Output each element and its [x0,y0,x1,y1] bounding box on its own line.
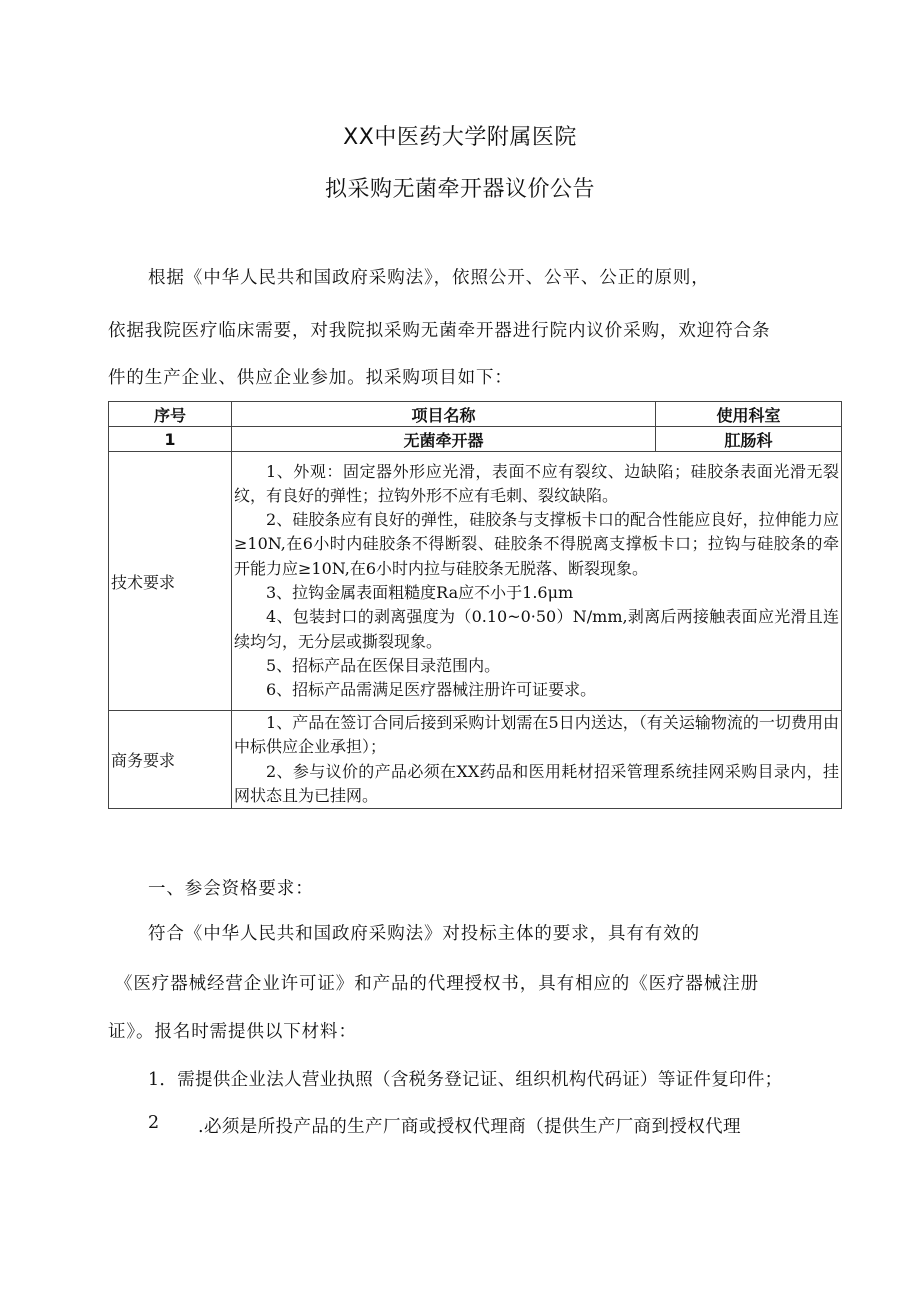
page-title: XX中医药大学附属医院 [343,125,577,150]
tech-req-1: 1、外观：固定器外形应光滑，表面不应有裂纹、边缺陷；硅胶条表面光滑无裂纹，有良好的弹性；拉钩外形不应有毛刺、裂纹缺陷。 [234,461,839,505]
intro-line-1: 根据《中华人民共和国政府采购法》，依照公开、公平、公正的原则， [148,268,710,288]
intro-line-2: 依据我院医疗临床需要，对我院拟采购无菌牵开器进行院内议价采购，欢迎符合条 [108,321,771,341]
row-seq: 1 [109,427,232,452]
tech-req-6: 6、招标产品需满足医疗器械注册许可证要求。 [266,680,597,700]
page-subtitle: 拟采购无菌牵开器议价公告 [324,177,595,202]
header-department: 使用科室 [656,402,842,427]
table-row [109,427,842,452]
row-item-name: 无菌牵开器 [232,427,656,452]
qualification-line-1: 符合《中华人民共和国政府采购法》对投标主体的要求，具有有效的 [148,924,700,944]
tech-req-3: 3、拉钩金属表面粗糙度Ra应不小于1.6μm [266,583,574,602]
tech-req-4: 4、包装封口的剥离强度为（0.10~0·50）N/mm,剥离后两接触表面应光滑且连续均匀，无分层或撕裂现象。 [234,607,839,651]
business-requirements-content [232,711,842,809]
table-header-row [109,402,842,427]
qualification-heading: 一、参会资格要求： [148,879,314,899]
business-requirements-label: 商务要求 [109,711,232,809]
tech-requirements-row [109,452,842,711]
tech-req-2: 2、硅胶条应有良好的弹性，硅胶条与支撑板卡口的配合性能应良好，拉伸能力应≥10N,在6小时内硅胶条不得断裂、硅胶条不得脱离支撑板卡口；拉钩与硅胶条的牵开能力应≥10N,在6小时内拉与硅胶条无脱落、断裂现象。 [234,510,839,578]
tech-requirements-label: 技术要求 [109,452,232,711]
row-department: 肛肠科 [656,427,842,452]
tech-requirements-content [232,452,842,711]
biz-req-1: 1、产品在签订合同后接到采购计划需在5日内送达，（有关运输物流的一切费用由中标供应企业承担）； [234,713,839,757]
qualification-line-3: 证》。报名时需提供以下材料： [108,1022,357,1042]
material-item-1: 1．需提供企业法人营业执照（含税务登记证、组织机构代码证）等证件复印件； [148,1070,783,1090]
business-requirements-row [109,711,842,809]
material-item-2-number: 2 [148,1113,161,1133]
biz-req-2: 2、参与议价的产品必须在XX药品和医用耗材招采管理系统挂网采购目录内，挂网状态且为已挂网。 [234,761,839,805]
material-item-2-text: .必须是所投产品的生产厂商或授权代理商（提供生产厂商到授权代理 [198,1117,741,1137]
procurement-table [108,401,842,809]
intro-line-3: 件的生产企业、供应企业参加。拟采购项目如下： [108,368,513,388]
tech-req-5: 5、招标产品在医保目录范围内。 [266,655,501,675]
header-item-name: 项目名称 [232,402,656,427]
header-seq: 序号 [109,402,232,427]
qualification-line-2: 《医疗器械经营企业许可证》和产品的代理授权书，具有相应的《医疗器械注册 [115,974,759,994]
